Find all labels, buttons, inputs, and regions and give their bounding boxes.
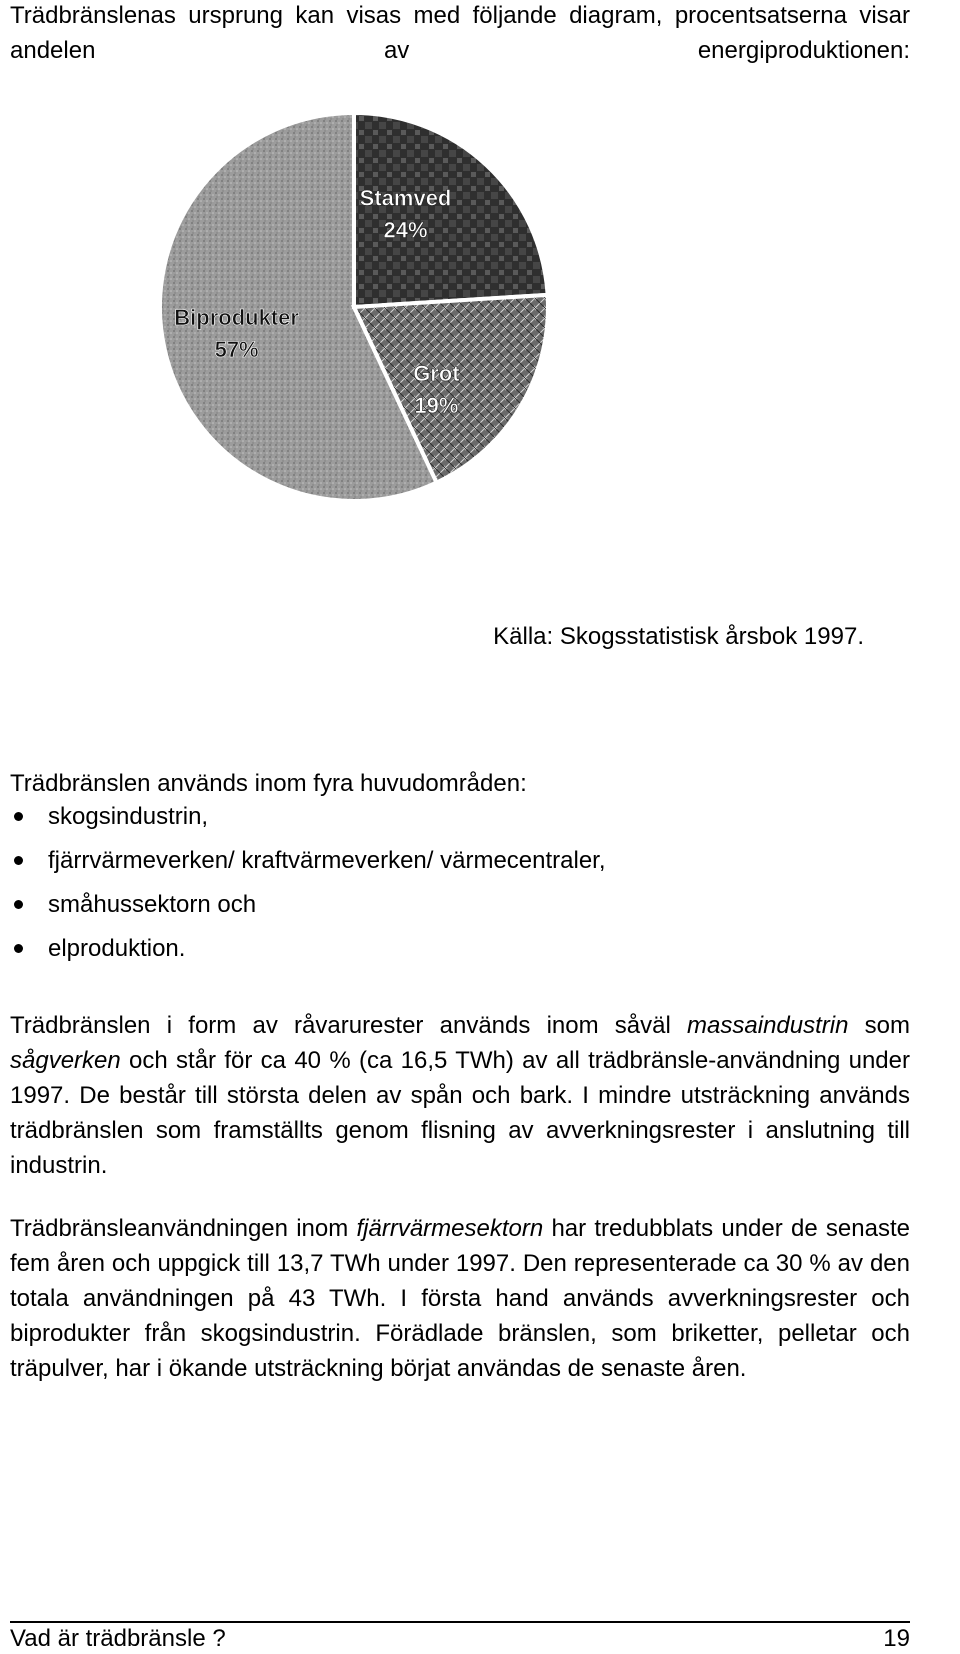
slice-value-stamved: 24% xyxy=(383,217,428,243)
list-item: skogsindustrin, xyxy=(10,802,606,846)
intro-text: Trädbränslenas ursprung kan visas med följande diagram, procentsatserna visar andelen av energiproduktionen: xyxy=(10,2,910,64)
page-number: 19 xyxy=(883,1625,910,1652)
footer-title: Vad är trädbränsle ? xyxy=(10,1625,226,1652)
slice-label-biprodukter: Biprodukter xyxy=(174,305,299,331)
list-item: elproduktion. xyxy=(10,934,606,978)
bullet-icon xyxy=(14,944,23,953)
bullet-icon xyxy=(14,856,23,865)
pie-chart xyxy=(155,108,553,506)
slice-value-biprodukter: 57% xyxy=(214,337,259,363)
paragraph-industry: Trädbränslen i form av råvarurester används inom såväl massaindustrin som sågverken och står för ca 40 % (ca 16,5 TWh) av all trädbränsle-användning under 1997. De består till största delen av spån och bark. I mindre utsträckning används trädbränslen som framställts genom flisning av avverkningsrester i anslutning till industrin. xyxy=(10,1012,911,1179)
slice-label-stamved: Stamved xyxy=(359,185,452,211)
paragraph-district-heating: Trädbränsleanvändningen inom fjärrvärmesektorn har tredubblats under de senaste fem åren och uppgick till 13,7 TWh under 1997. Den representerade ca 30 % av den totala användningen på 43 TWh. I första hand används avverkningsrester och biprodukter från skogsindustrin. Förädlade bränslen, som briketter, pelletar och träpulver, har i ökande utsträckning börjat användas de senaste åren. xyxy=(10,1215,910,1382)
footer-divider xyxy=(10,1621,910,1623)
uses-heading: Trädbränslen används inom fyra huvudområden: xyxy=(10,770,527,797)
bullet-icon xyxy=(14,900,23,909)
list-item: småhussektorn och xyxy=(10,890,606,934)
list-item: fjärrvärmeverken/ kraftvärmeverken/ värmecentraler, xyxy=(10,846,606,890)
uses-list xyxy=(10,802,606,978)
pie-svg xyxy=(155,108,553,506)
chart-source: Källa: Skogsstatistisk årsbok 1997. xyxy=(493,623,864,650)
bullet-icon xyxy=(14,812,23,821)
slice-label-grot: Grot xyxy=(413,361,460,387)
slice-value-grot: 19% xyxy=(414,393,459,419)
